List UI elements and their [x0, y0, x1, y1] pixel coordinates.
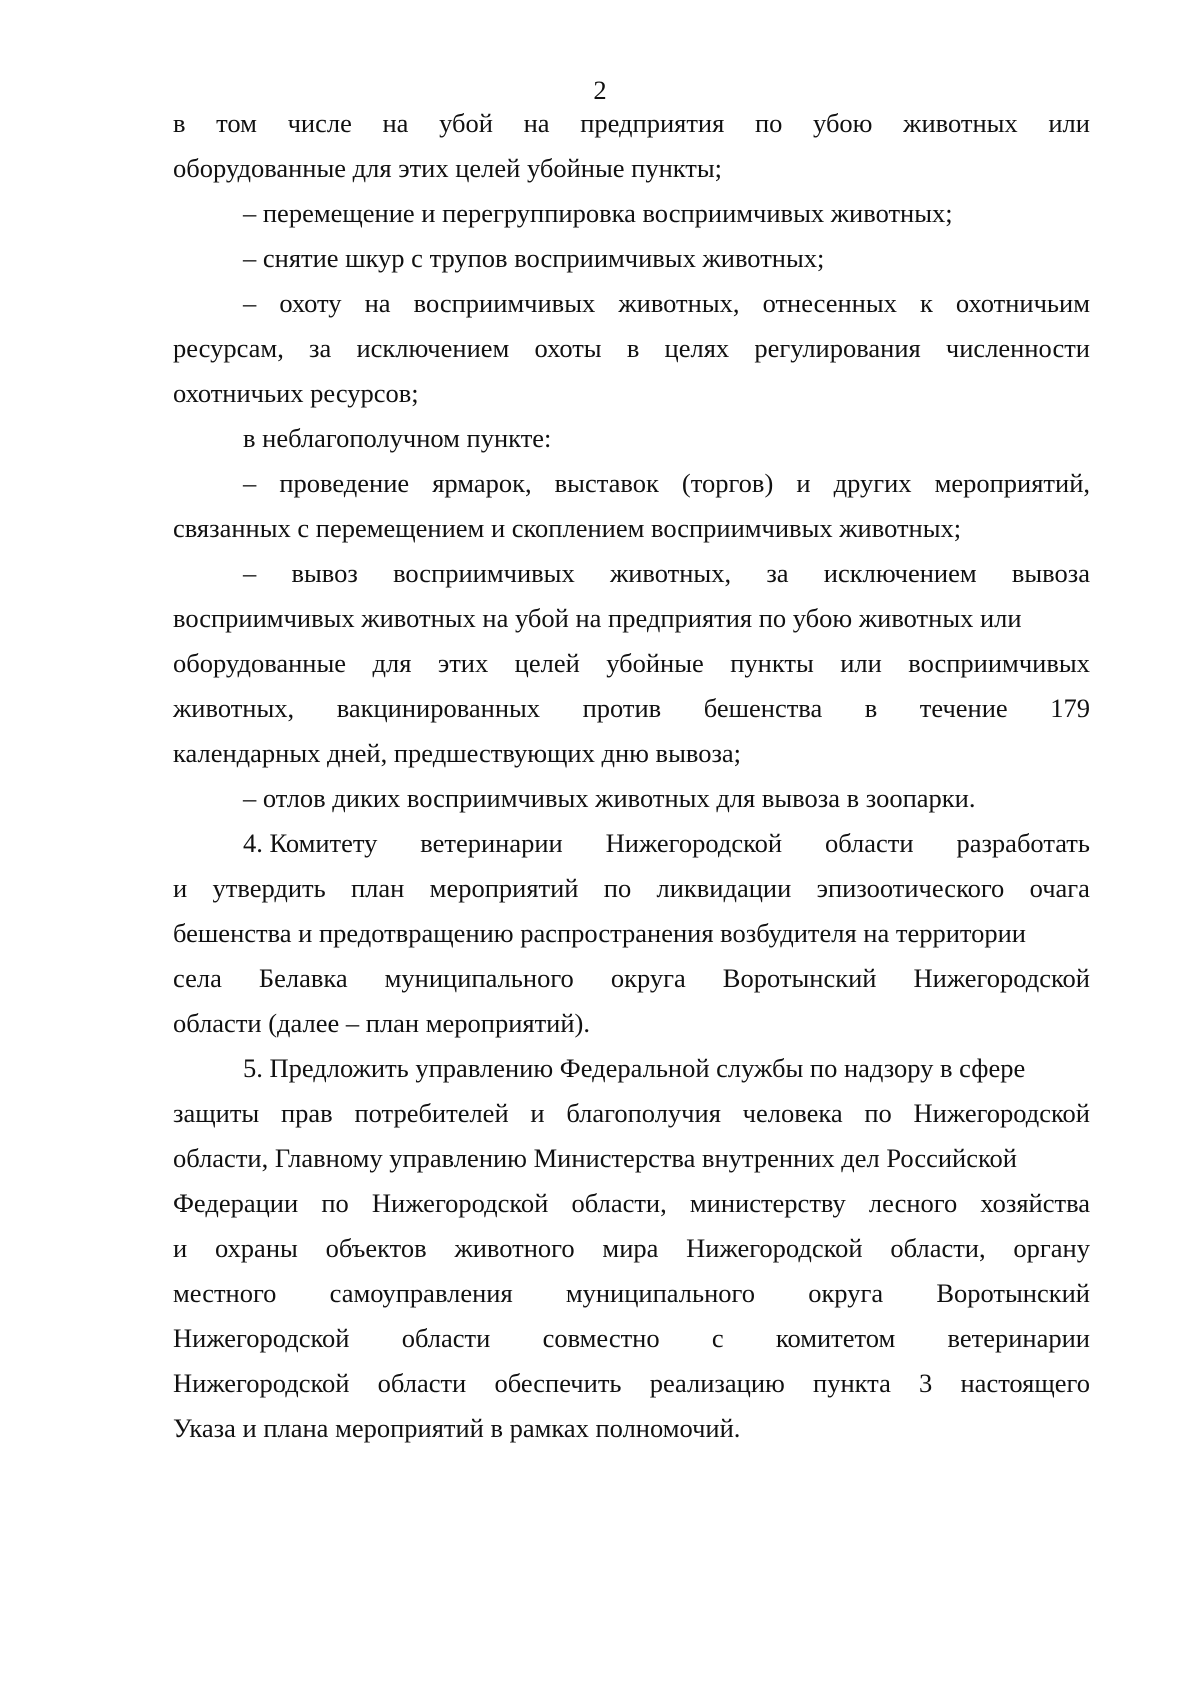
word: других: [833, 468, 912, 498]
word: за: [766, 558, 789, 588]
word: села: [173, 963, 222, 993]
text-line: [173, 1095, 1090, 1131]
text-line: [173, 105, 1090, 141]
text-line: [173, 1230, 1090, 1266]
word: бешенства: [703, 693, 823, 723]
word: объектов: [325, 1233, 427, 1263]
text-line: охотничьих ресурсов;: [173, 378, 419, 408]
word: и: [173, 873, 188, 903]
word: восприимчивых: [908, 648, 1090, 678]
word: Нижегородской: [913, 963, 1090, 993]
text-line: области, Главному управлению Министерства внутренних дел Российской: [173, 1143, 1017, 1173]
word: животных: [903, 108, 1018, 138]
word: Нижегородской: [686, 1233, 863, 1263]
word: пункта: [813, 1368, 891, 1398]
word: или: [840, 648, 882, 678]
word: области: [377, 1368, 467, 1398]
text-line: – перемещение и перегруппировка восприимчивых животных;: [243, 198, 953, 228]
word: Воротынский: [722, 963, 877, 993]
word: области: [401, 1323, 491, 1353]
word: убою: [813, 108, 873, 138]
word: вывоз: [291, 558, 358, 588]
word: –: [243, 468, 257, 498]
word: вывоза: [1011, 558, 1090, 588]
text-line: 5. Предложить управлению Федеральной службы по надзору в сфере: [243, 1053, 1026, 1083]
word: пункты: [730, 648, 814, 678]
word: области,: [890, 1233, 986, 1263]
text-line: [173, 1185, 1090, 1221]
word: в: [173, 108, 186, 138]
word: на: [523, 108, 550, 138]
word: области,: [571, 1188, 667, 1218]
word: охоты: [534, 333, 602, 363]
text-line: в неблагополучном пункте:: [243, 423, 552, 453]
word: восприимчивых: [413, 288, 596, 318]
word: и: [173, 1233, 188, 1263]
page-number: 2: [593, 75, 607, 105]
word: Белавка: [258, 963, 348, 993]
text-line: связанных с перемещением и скоплением восприимчивых животных;: [173, 513, 962, 543]
text-line: [243, 285, 1090, 321]
word: благополучия: [566, 1098, 721, 1128]
word: на: [382, 108, 409, 138]
word: обеспечить: [494, 1368, 622, 1398]
word: численности: [945, 333, 1090, 363]
text-line: области (далее – план мероприятий).: [173, 1008, 590, 1038]
word: животных,: [609, 558, 732, 588]
word: целей: [514, 648, 580, 678]
word: органу: [1013, 1233, 1090, 1263]
word: мира: [602, 1233, 659, 1263]
word: хозяйства: [980, 1188, 1090, 1218]
word: округа: [808, 1278, 884, 1308]
word: течение: [919, 693, 1008, 723]
word: ветеринарии: [420, 828, 563, 858]
text-line: [173, 1275, 1090, 1311]
word: муниципального: [384, 963, 574, 993]
text-line: [243, 465, 1090, 501]
text-line: [173, 690, 1090, 726]
word: для: [372, 648, 412, 678]
text-line: [243, 825, 1090, 861]
word: предприятия: [580, 108, 725, 138]
word: отнесенных: [762, 288, 897, 318]
word: 3: [919, 1368, 933, 1398]
word: защиты: [173, 1098, 260, 1128]
word: министерству: [689, 1188, 846, 1218]
text-line: [173, 960, 1090, 996]
word: восприимчивых: [393, 558, 575, 588]
word: эпизоотического: [816, 873, 1005, 903]
word: к: [919, 288, 933, 318]
word: мероприятий,: [934, 468, 1090, 498]
word: комитетом: [775, 1323, 896, 1353]
word: утвердить: [212, 873, 326, 903]
word: оборудованные: [173, 648, 347, 678]
word: ресурсам,: [173, 333, 284, 363]
text-line: – снятие шкур с трупов восприимчивых животных;: [243, 243, 825, 273]
word: в: [864, 693, 878, 723]
word: 4. Комитету: [243, 828, 378, 858]
word: план: [351, 873, 405, 903]
word: Воротынский: [936, 1278, 1090, 1308]
word: области: [824, 828, 914, 858]
text-line: – отлов диких восприимчивых животных для вывоза в зоопарки.: [243, 783, 976, 813]
word: потребителей: [354, 1098, 509, 1128]
word: Нижегородской: [371, 1188, 549, 1218]
text-line: [173, 1320, 1090, 1356]
word: животного: [454, 1233, 575, 1263]
word: регулирования: [754, 333, 921, 363]
word: муниципального: [565, 1278, 755, 1308]
text-line: [173, 645, 1090, 681]
word: охотничьим: [955, 288, 1090, 318]
text-line: восприимчивых животных на убой на предприятия по убою животных или: [173, 603, 1022, 633]
word: округа: [610, 963, 686, 993]
word: по: [754, 108, 783, 138]
word: за: [309, 333, 332, 363]
word: против: [582, 693, 662, 723]
word: животных,: [618, 288, 740, 318]
word: местного: [173, 1278, 277, 1308]
word: по: [603, 873, 632, 903]
word: настоящего: [960, 1368, 1090, 1398]
text-line: [173, 1365, 1090, 1401]
word: охоту: [279, 288, 342, 318]
word: и: [530, 1098, 545, 1128]
word: вакцинированных: [336, 693, 541, 723]
text-line: оборудованные для этих целей убойные пункты;: [173, 153, 723, 183]
text-line: [243, 555, 1090, 591]
text-line: Указа и плана мероприятий в рамках полномочий.: [173, 1413, 741, 1443]
word: –: [243, 288, 257, 318]
word: числе: [287, 108, 352, 138]
word: этих: [437, 648, 489, 678]
word: в: [626, 333, 640, 363]
word: по: [864, 1098, 892, 1128]
word: Федерации: [173, 1188, 299, 1218]
word: том: [216, 108, 257, 138]
word: Нижегородской: [605, 828, 783, 858]
word: –: [243, 558, 257, 588]
word: прав: [280, 1098, 333, 1128]
text-line: бешенства и предотвращению распространения возбудителя на территории: [173, 918, 1026, 948]
word: совместно: [542, 1323, 660, 1353]
word: Нижегородской: [173, 1368, 350, 1398]
word: Нижегородской: [173, 1323, 350, 1353]
word: Нижегородской: [913, 1098, 1090, 1128]
word: (торгов): [681, 468, 774, 498]
word: разработать: [956, 828, 1090, 858]
word: убой: [439, 108, 493, 138]
word: исключением: [823, 558, 977, 588]
word: животных,: [173, 693, 295, 723]
word: реализацию: [649, 1368, 785, 1398]
word: проведение: [279, 468, 410, 498]
word: с: [711, 1323, 724, 1353]
word: человека: [742, 1098, 843, 1128]
word: исключением: [356, 333, 510, 363]
word: лесного: [868, 1188, 958, 1218]
word: мероприятий: [429, 873, 579, 903]
word: очага: [1029, 873, 1090, 903]
text-line: [173, 330, 1090, 366]
word: 179: [1050, 693, 1090, 723]
word: по: [321, 1188, 349, 1218]
text-line: календарных дней, предшествующих дню вывоза;: [173, 738, 742, 768]
word: ветеринарии: [947, 1323, 1090, 1353]
word: охраны: [214, 1233, 298, 1263]
text-line: [173, 870, 1090, 906]
word: и: [796, 468, 811, 498]
word: целях: [664, 333, 730, 363]
word: убойные: [606, 648, 704, 678]
word: или: [1048, 108, 1090, 138]
word: ярмарок,: [432, 468, 532, 498]
word: выставок: [554, 468, 659, 498]
word: самоуправления: [329, 1278, 513, 1308]
word: ликвидации: [656, 873, 792, 903]
word: на: [364, 288, 391, 318]
